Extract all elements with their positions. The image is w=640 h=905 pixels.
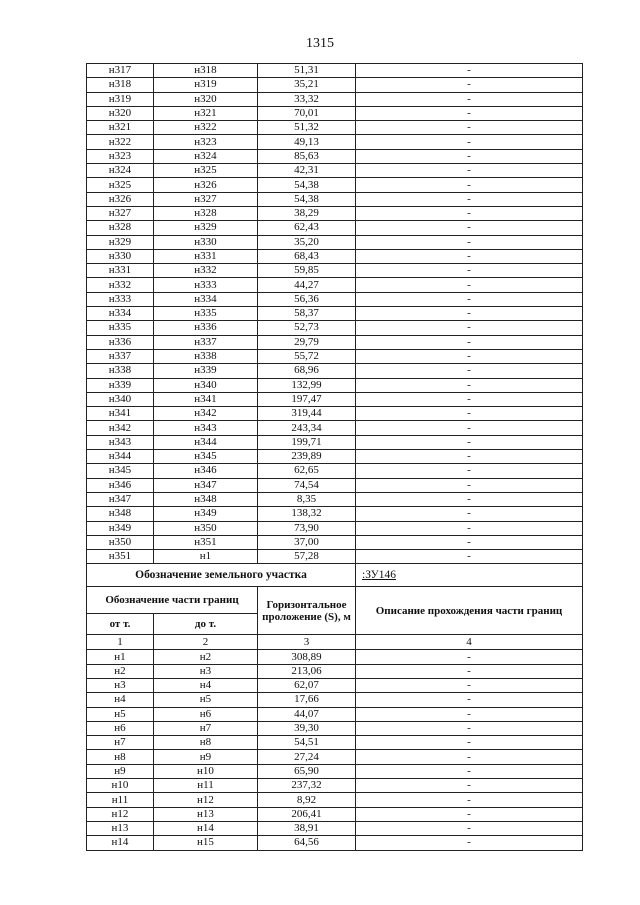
cell-to: н343 xyxy=(154,421,258,435)
cell-to: н1 xyxy=(154,550,258,564)
cell-to: н330 xyxy=(154,235,258,249)
table-row xyxy=(87,121,583,135)
cell-to: н12 xyxy=(154,793,258,807)
cell-desc: - xyxy=(356,464,583,478)
cell-length: 38,91 xyxy=(258,821,356,835)
col-num-1: 1 xyxy=(87,635,154,650)
cell-to: н322 xyxy=(154,121,258,135)
cell-desc: - xyxy=(356,421,583,435)
table-row xyxy=(87,764,583,778)
cell-to: н328 xyxy=(154,206,258,220)
cell-length: 54,51 xyxy=(258,736,356,750)
cell-desc: - xyxy=(356,364,583,378)
cell-to: н10 xyxy=(154,764,258,778)
table-row xyxy=(87,206,583,220)
cell-length: 39,30 xyxy=(258,721,356,735)
cell-desc: - xyxy=(356,550,583,564)
cell-length: 74,54 xyxy=(258,478,356,492)
cell-length: 68,43 xyxy=(258,249,356,263)
top-rows xyxy=(87,64,583,564)
cell-from: н7 xyxy=(87,736,154,750)
cell-length: 42,31 xyxy=(258,164,356,178)
cell-from: н319 xyxy=(87,92,154,106)
cell-desc: - xyxy=(356,349,583,363)
boundary-table xyxy=(86,63,583,851)
cell-from: н332 xyxy=(87,278,154,292)
cell-from: н341 xyxy=(87,407,154,421)
cell-to: н319 xyxy=(154,78,258,92)
cell-to: н332 xyxy=(154,264,258,278)
cell-length: 44,07 xyxy=(258,707,356,721)
cell-length: 38,29 xyxy=(258,206,356,220)
cell-to: н346 xyxy=(154,464,258,478)
cell-length: 65,90 xyxy=(258,764,356,778)
table-row xyxy=(87,249,583,263)
cell-desc: - xyxy=(356,206,583,220)
table-row xyxy=(87,535,583,549)
cell-desc: - xyxy=(356,235,583,249)
cell-desc: - xyxy=(356,64,583,78)
cell-desc: - xyxy=(356,264,583,278)
cell-length: 308,89 xyxy=(258,650,356,664)
cell-length: 58,37 xyxy=(258,307,356,321)
cell-desc: - xyxy=(356,693,583,707)
col-num-2: 2 xyxy=(154,635,258,650)
bottom-rows xyxy=(87,650,583,850)
cell-from: н340 xyxy=(87,392,154,406)
table-row xyxy=(87,678,583,692)
cell-to: н331 xyxy=(154,249,258,263)
cell-from: н14 xyxy=(87,836,154,850)
cell-to: н338 xyxy=(154,349,258,363)
table-row xyxy=(87,364,583,378)
cell-to: н321 xyxy=(154,106,258,120)
cell-to: н340 xyxy=(154,378,258,392)
cell-to: н350 xyxy=(154,521,258,535)
cell-from: н348 xyxy=(87,507,154,521)
cell-desc: - xyxy=(356,821,583,835)
cell-to: н333 xyxy=(154,278,258,292)
cell-to: н11 xyxy=(154,779,258,793)
cell-to: н318 xyxy=(154,64,258,78)
cell-from: н333 xyxy=(87,292,154,306)
cell-from: н349 xyxy=(87,521,154,535)
cell-desc: - xyxy=(356,78,583,92)
table-row xyxy=(87,421,583,435)
parcel-title-row xyxy=(87,564,583,587)
table-row xyxy=(87,779,583,793)
table-row xyxy=(87,92,583,106)
cell-length: 27,24 xyxy=(258,750,356,764)
cell-to: н342 xyxy=(154,407,258,421)
cell-length: 51,31 xyxy=(258,64,356,78)
table-row xyxy=(87,507,583,521)
cell-desc: - xyxy=(356,307,583,321)
table-row xyxy=(87,78,583,92)
cell-from: н351 xyxy=(87,550,154,564)
cell-desc: - xyxy=(356,779,583,793)
cell-desc: - xyxy=(356,650,583,664)
cell-to: н326 xyxy=(154,178,258,192)
cell-from: н11 xyxy=(87,793,154,807)
cell-desc: - xyxy=(356,164,583,178)
cell-to: н345 xyxy=(154,450,258,464)
table-row xyxy=(87,64,583,78)
cell-to: н5 xyxy=(154,693,258,707)
cell-to: н347 xyxy=(154,478,258,492)
cell-desc: - xyxy=(356,478,583,492)
cell-desc: - xyxy=(356,836,583,850)
cell-length: 85,63 xyxy=(258,149,356,163)
cell-to: н9 xyxy=(154,750,258,764)
cell-desc: - xyxy=(356,121,583,135)
cell-length: 57,28 xyxy=(258,550,356,564)
cell-length: 17,66 xyxy=(258,693,356,707)
cell-from: н12 xyxy=(87,807,154,821)
cell-to: н329 xyxy=(154,221,258,235)
table-row xyxy=(87,736,583,750)
table-row xyxy=(87,307,583,321)
cell-length: 52,73 xyxy=(258,321,356,335)
cell-from: н327 xyxy=(87,206,154,220)
cell-to: н336 xyxy=(154,321,258,335)
cell-length: 213,06 xyxy=(258,664,356,678)
cell-length: 73,90 xyxy=(258,521,356,535)
cell-desc: - xyxy=(356,521,583,535)
cell-to: н324 xyxy=(154,149,258,163)
header-row-1 xyxy=(87,587,583,614)
page-number: 1315 xyxy=(306,36,334,51)
cell-to: н341 xyxy=(154,392,258,406)
cell-desc: - xyxy=(356,321,583,335)
cell-to: н335 xyxy=(154,307,258,321)
cell-to: н349 xyxy=(154,507,258,521)
cell-length: 35,21 xyxy=(258,78,356,92)
cell-desc: - xyxy=(356,135,583,149)
cell-from: н10 xyxy=(87,779,154,793)
cell-from: н330 xyxy=(87,249,154,263)
table-row xyxy=(87,221,583,235)
cell-from: н334 xyxy=(87,307,154,321)
cell-from: н325 xyxy=(87,178,154,192)
table-row xyxy=(87,793,583,807)
cell-length: 54,38 xyxy=(258,192,356,206)
cell-to: н13 xyxy=(154,807,258,821)
table-row xyxy=(87,106,583,120)
table-row xyxy=(87,836,583,850)
cell-from: н318 xyxy=(87,78,154,92)
col-num-4: 4 xyxy=(356,635,583,650)
cell-length: 64,56 xyxy=(258,836,356,850)
cell-to: н348 xyxy=(154,492,258,506)
cell-from: н1 xyxy=(87,650,154,664)
cell-from: н323 xyxy=(87,149,154,163)
cell-length: 138,32 xyxy=(258,507,356,521)
cell-to: н323 xyxy=(154,135,258,149)
cell-length: 243,34 xyxy=(258,421,356,435)
cell-from: н346 xyxy=(87,478,154,492)
cell-desc: - xyxy=(356,292,583,306)
cell-length: 62,43 xyxy=(258,221,356,235)
table-row xyxy=(87,707,583,721)
cell-from: н4 xyxy=(87,693,154,707)
header-desc: Описание прохождения части границ xyxy=(356,587,583,635)
table-row xyxy=(87,550,583,564)
table-row xyxy=(87,450,583,464)
cell-length: 35,20 xyxy=(258,235,356,249)
cell-from: н6 xyxy=(87,721,154,735)
cell-to: н334 xyxy=(154,292,258,306)
cell-to: н337 xyxy=(154,335,258,349)
cell-from: н335 xyxy=(87,321,154,335)
cell-from: н317 xyxy=(87,64,154,78)
cell-from: н342 xyxy=(87,421,154,435)
table-row xyxy=(87,478,583,492)
cell-length: 56,36 xyxy=(258,292,356,306)
table-header xyxy=(87,564,583,650)
cell-to: н15 xyxy=(154,836,258,850)
cell-length: 51,32 xyxy=(258,121,356,135)
parcel-title: Обозначение земельного участка xyxy=(87,564,356,587)
table-row xyxy=(87,464,583,478)
cell-length: 62,07 xyxy=(258,678,356,692)
cell-from: н322 xyxy=(87,135,154,149)
cell-from: н324 xyxy=(87,164,154,178)
table-row xyxy=(87,807,583,821)
table-row xyxy=(87,750,583,764)
cell-from: н320 xyxy=(87,106,154,120)
cell-desc: - xyxy=(356,492,583,506)
cell-from: н9 xyxy=(87,764,154,778)
header-part: Обозначение части границ xyxy=(87,587,258,614)
cell-length: 59,85 xyxy=(258,264,356,278)
cell-from: н13 xyxy=(87,821,154,835)
cell-from: н3 xyxy=(87,678,154,692)
cell-length: 37,00 xyxy=(258,535,356,549)
cell-from: н329 xyxy=(87,235,154,249)
cell-desc: - xyxy=(356,106,583,120)
cell-from: н350 xyxy=(87,535,154,549)
table-row xyxy=(87,321,583,335)
cell-from: н339 xyxy=(87,378,154,392)
table-row xyxy=(87,492,583,506)
cell-length: 44,27 xyxy=(258,278,356,292)
cell-desc: - xyxy=(356,535,583,549)
cell-length: 8,92 xyxy=(258,793,356,807)
cell-from: н337 xyxy=(87,349,154,363)
cell-desc: - xyxy=(356,793,583,807)
cell-to: н7 xyxy=(154,721,258,735)
table-row xyxy=(87,378,583,392)
cell-length: 54,38 xyxy=(258,178,356,192)
cell-desc: - xyxy=(356,736,583,750)
cell-from: н8 xyxy=(87,750,154,764)
table-row xyxy=(87,664,583,678)
cell-length: 62,65 xyxy=(258,464,356,478)
cell-to: н3 xyxy=(154,664,258,678)
cell-to: н320 xyxy=(154,92,258,106)
cell-to: н325 xyxy=(154,164,258,178)
cell-desc: - xyxy=(356,435,583,449)
cell-from: н5 xyxy=(87,707,154,721)
table-row xyxy=(87,650,583,664)
cell-desc: - xyxy=(356,278,583,292)
cell-length: 239,89 xyxy=(258,450,356,464)
table-row xyxy=(87,407,583,421)
table-row xyxy=(87,164,583,178)
cell-desc: - xyxy=(356,750,583,764)
cell-from: н326 xyxy=(87,192,154,206)
cell-to: н344 xyxy=(154,435,258,449)
table-row xyxy=(87,521,583,535)
cell-desc: - xyxy=(356,335,583,349)
cell-from: н347 xyxy=(87,492,154,506)
cell-from: н331 xyxy=(87,264,154,278)
table-row xyxy=(87,264,583,278)
cell-desc: - xyxy=(356,721,583,735)
cell-desc: - xyxy=(356,807,583,821)
cell-desc: - xyxy=(356,507,583,521)
cell-desc: - xyxy=(356,392,583,406)
table-row xyxy=(87,721,583,735)
cell-length: 319,44 xyxy=(258,407,356,421)
cell-length: 199,71 xyxy=(258,435,356,449)
table-row xyxy=(87,149,583,163)
table-row xyxy=(87,278,583,292)
table-row xyxy=(87,292,583,306)
cell-from: н336 xyxy=(87,335,154,349)
cell-length: 55,72 xyxy=(258,349,356,363)
cell-length: 29,79 xyxy=(258,335,356,349)
cell-length: 206,41 xyxy=(258,807,356,821)
cell-length: 197,47 xyxy=(258,392,356,406)
header-length: Горизонтальное проложение (S), м xyxy=(258,587,356,635)
cell-from: н328 xyxy=(87,221,154,235)
table-row xyxy=(87,135,583,149)
table-row xyxy=(87,693,583,707)
cell-from: н338 xyxy=(87,364,154,378)
cell-length: 132,99 xyxy=(258,378,356,392)
cell-length: 49,13 xyxy=(258,135,356,149)
cell-to: н327 xyxy=(154,192,258,206)
cell-desc: - xyxy=(356,221,583,235)
cell-to: н6 xyxy=(154,707,258,721)
table-row xyxy=(87,235,583,249)
cell-desc: - xyxy=(356,249,583,263)
table-row xyxy=(87,821,583,835)
cell-to: н14 xyxy=(154,821,258,835)
table-row xyxy=(87,178,583,192)
cell-to: н351 xyxy=(154,535,258,549)
cell-length: 68,96 xyxy=(258,364,356,378)
cell-desc: - xyxy=(356,707,583,721)
column-number-row xyxy=(87,635,583,650)
cell-desc: - xyxy=(356,407,583,421)
cell-desc: - xyxy=(356,764,583,778)
table-row xyxy=(87,392,583,406)
table-row xyxy=(87,192,583,206)
cell-desc: - xyxy=(356,192,583,206)
cell-from: н344 xyxy=(87,450,154,464)
cell-desc: - xyxy=(356,678,583,692)
col-num-3: 3 xyxy=(258,635,356,650)
table-row xyxy=(87,349,583,363)
cell-length: 33,32 xyxy=(258,92,356,106)
header-to: до т. xyxy=(154,614,258,635)
cell-from: н321 xyxy=(87,121,154,135)
cell-to: н339 xyxy=(154,364,258,378)
cell-to: н4 xyxy=(154,678,258,692)
cell-to: н2 xyxy=(154,650,258,664)
cell-to: н8 xyxy=(154,736,258,750)
cell-from: н345 xyxy=(87,464,154,478)
cell-length: 8,35 xyxy=(258,492,356,506)
cell-desc: - xyxy=(356,149,583,163)
table-row xyxy=(87,435,583,449)
cell-desc: - xyxy=(356,450,583,464)
cell-desc: - xyxy=(356,92,583,106)
parcel-id: :ЗУ146 xyxy=(356,564,583,587)
cell-desc: - xyxy=(356,664,583,678)
cell-desc: - xyxy=(356,178,583,192)
cell-length: 237,32 xyxy=(258,779,356,793)
cell-from: н343 xyxy=(87,435,154,449)
cell-length: 70,01 xyxy=(258,106,356,120)
cell-from: н2 xyxy=(87,664,154,678)
table-row xyxy=(87,335,583,349)
header-from: от т. xyxy=(87,614,154,635)
cell-desc: - xyxy=(356,378,583,392)
